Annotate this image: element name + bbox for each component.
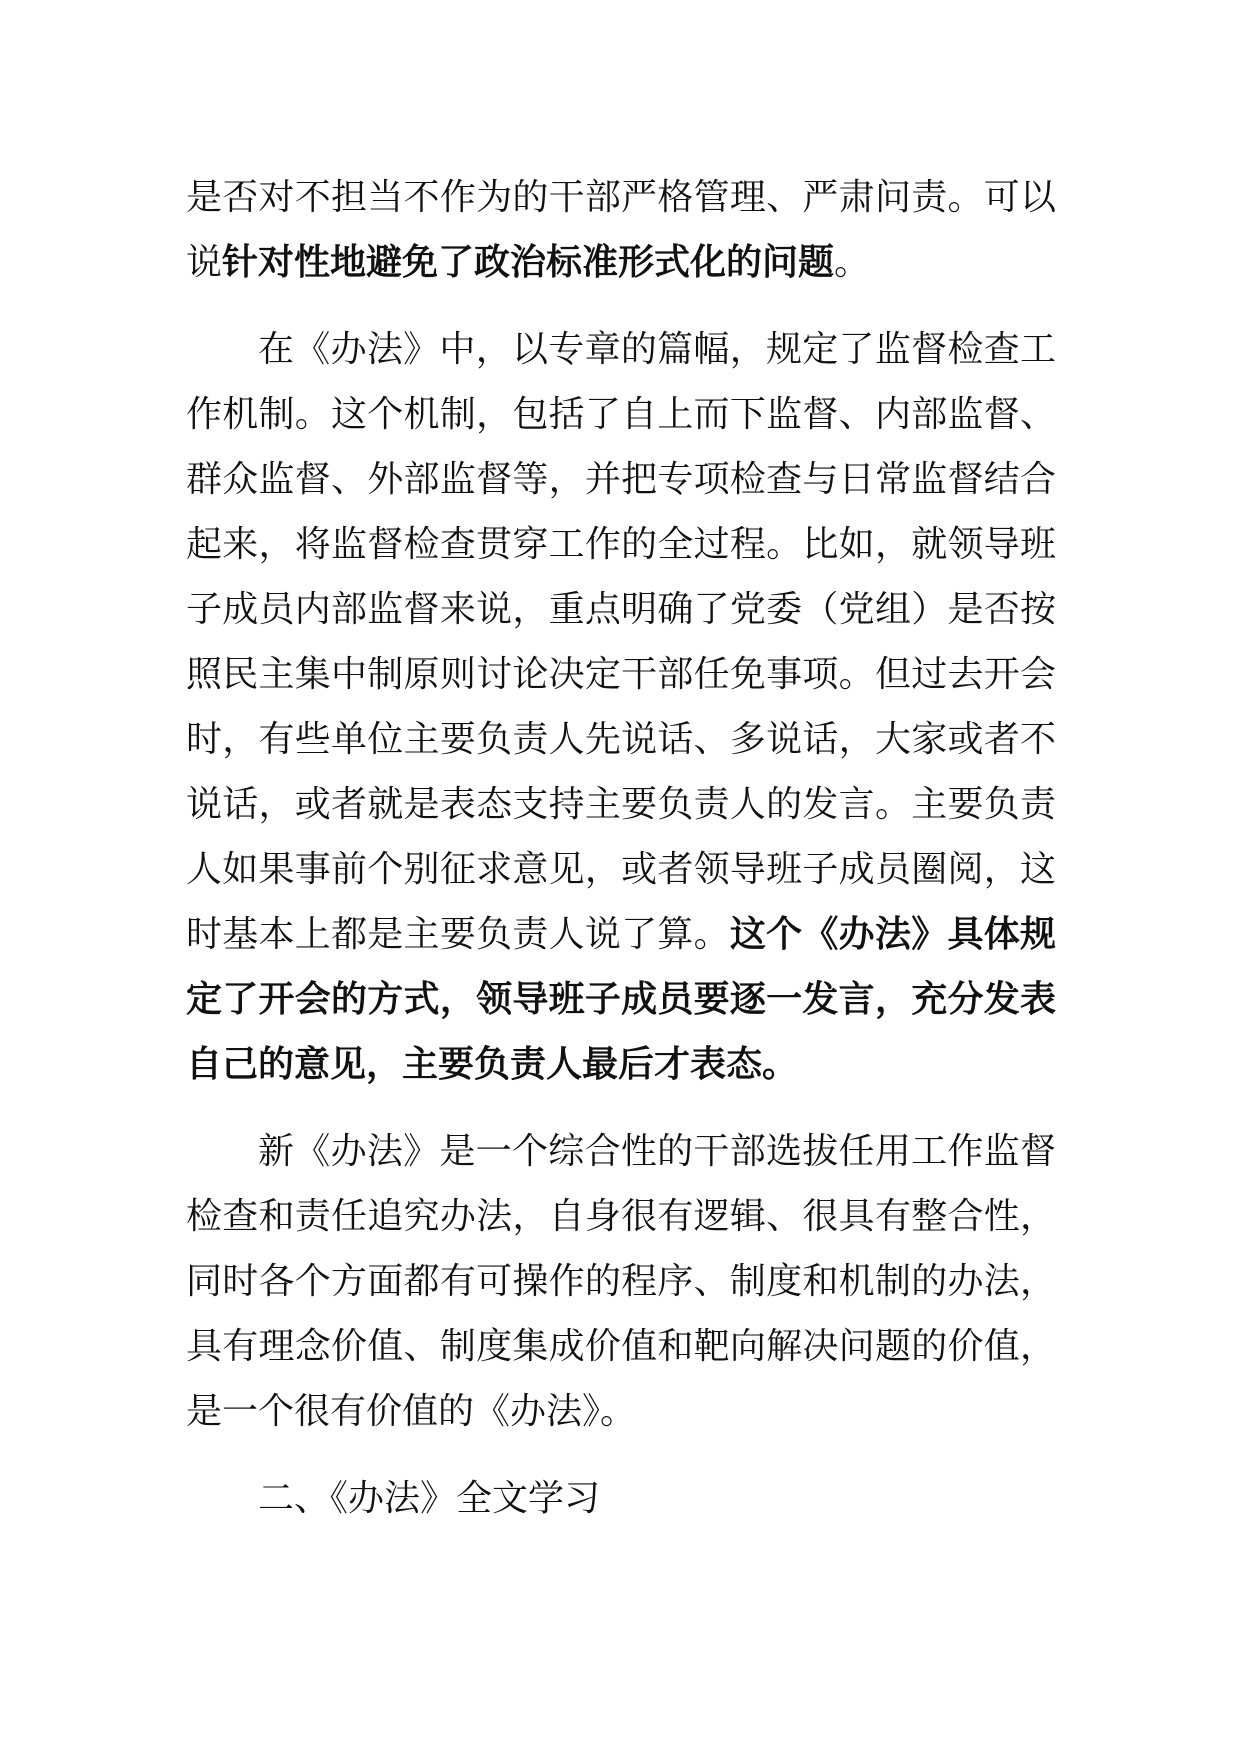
- paragraph-1-text: 是否对不担当不作为的干部严格管理、严肃问责。可以说: [186, 177, 1056, 283]
- paragraph-1-end-text: 。: [834, 242, 871, 283]
- paragraph-1: [186, 165, 1056, 295]
- paragraph-1-bold-text: 针对性地避免了政治标准形式化的问题: [222, 242, 835, 283]
- section-heading-text: 二、《办法》全文学习: [258, 1478, 601, 1519]
- paragraph-2-text: 在《办法》中，以专章的篇幅，规定了监督检查工作机制。这个机制，包括了自上而下监督、内部监督、群众监督、外部监督等，并把专项检查与日常监督结合起来，将监督检查贯穿工作的全过程。比如，就领导班子成员内部监督来说，重点明确了党委（党组）是否按照民主集中制原则讨论决定干部任免事项。但过去开会时，有些单位主要负责人先说话、多说话，大家或者不说话，或者就是表态支持主要负责人的发言。主要负责人如果事前个别征求意见，或者领导班子成员圈阅，这时基本上都是主要负责人说了算。: [186, 329, 1056, 955]
- paragraph-2-bold-text: 这个《办法》具体规定了开会的方式，领导班子成员要逐一发言，充分发表自己的意见，主要负责人最后才表态。: [186, 914, 1056, 1085]
- paragraph-3-text: 新《办法》是一个综合性的干部选拔任用工作监督检查和责任追究办法，自身很有逻辑、很具有整合性，同时各个方面都有可操作的程序、制度和机制的办法，具有理念价值、制度集成价值和靶向解决问题的价值，是一个很有价值的《办法》。: [186, 1131, 1056, 1432]
- document-body: [186, 165, 1056, 1531]
- section-heading: [186, 1466, 1056, 1531]
- paragraph-3: [186, 1119, 1056, 1444]
- paragraph-2: [186, 317, 1056, 1097]
